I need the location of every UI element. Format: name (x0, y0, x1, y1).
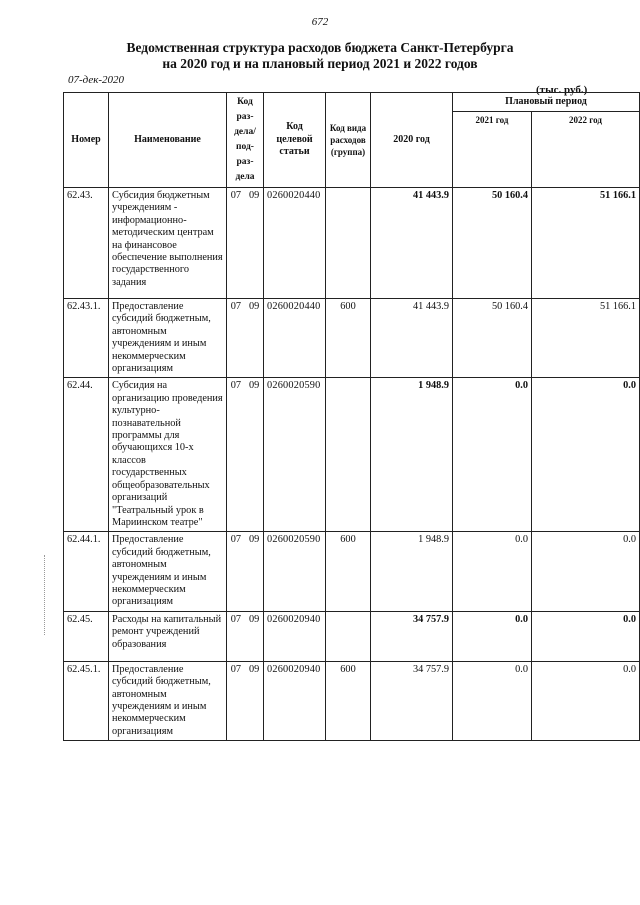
header-section: Код раз-дела/ под-раз-дела (227, 93, 264, 188)
row-2020-amount: 41 443.9 (371, 299, 453, 378)
row-subsection-code: 09 (249, 380, 260, 392)
row-section (227, 661, 264, 740)
row-subsection-code: 09 (249, 613, 260, 625)
budget-table (63, 92, 640, 741)
row-number: 62.44.1. (64, 532, 109, 611)
unit-label: (тыс. руб.) (536, 84, 588, 96)
table-row (64, 611, 640, 661)
row-section-code: 07 (230, 613, 241, 625)
table-row (64, 532, 640, 611)
row-2022-amount: 0.0 (532, 661, 640, 740)
row-section-code: 07 (230, 190, 241, 201)
row-subsection-code: 09 (249, 663, 260, 675)
scan-margin-mark (44, 555, 53, 635)
header-row (64, 93, 640, 112)
row-section (227, 532, 264, 611)
header-2020: 2020 год (371, 93, 453, 188)
table-row (64, 188, 640, 299)
row-number: 62.45.1. (64, 661, 109, 740)
row-2020-amount: 34 757.9 (371, 611, 453, 661)
row-number: 62.43.1. (64, 299, 109, 378)
row-name: Расходы на капитальный ремонт учреждений образования (109, 611, 227, 661)
row-subsection-code: 09 (249, 301, 260, 312)
row-subsection-code: 09 (249, 190, 260, 201)
header-type: Код вида расходов (группа) (326, 93, 371, 188)
row-2021-amount: 50 160.4 (453, 299, 532, 378)
row-target-code: 0260020590 (264, 532, 326, 611)
row-target-code: 0260020440 (264, 299, 326, 378)
row-section (227, 188, 264, 299)
table-row (64, 299, 640, 378)
table-row (64, 378, 640, 532)
row-section-code: 07 (230, 380, 241, 392)
row-target-code: 0260020940 (264, 611, 326, 661)
table-row (64, 661, 640, 740)
header-2022: 2022 год (532, 112, 640, 188)
header-number: Номер (64, 93, 109, 188)
row-expense-type: 600 (326, 299, 371, 378)
row-2020-amount: 1 948.9 (371, 532, 453, 611)
row-section (227, 299, 264, 378)
row-section (227, 611, 264, 661)
row-2022-amount: 51 166.1 (532, 188, 640, 299)
header-plan-period: Плановый период (453, 93, 640, 112)
page-number: 672 (311, 16, 329, 28)
header-name: Наименование (109, 93, 227, 188)
row-name: Субсидия на организацию проведения культурно-познавательной программы для обучающихся 10-х классов государственных общеобразовательных организаций "Театральный урок в Мариинском театре" (109, 378, 227, 532)
row-subsection-code: 09 (249, 534, 260, 546)
title-line-1: Ведомственная структура расходов бюджета Санкт-Петербурга (126, 40, 514, 55)
row-section (227, 378, 264, 532)
row-section-code: 07 (230, 534, 241, 546)
row-section-code: 07 (230, 301, 241, 312)
row-section-code: 07 (230, 663, 241, 675)
title-line-2: на 2020 год и на плановый период 2021 и 2022 годов (162, 56, 478, 71)
row-expense-type (326, 611, 371, 661)
row-2020-amount: 41 443.9 (371, 188, 453, 299)
row-target-code: 0260020940 (264, 661, 326, 740)
document-title (0, 40, 640, 72)
row-name: Предоставление субсидий бюджетным, автономным учреждениям и иным некоммерческим организациям (109, 299, 227, 378)
header-2021: 2021 год (453, 112, 532, 188)
row-number: 62.45. (64, 611, 109, 661)
header-target: Код целевой статьи (264, 93, 326, 188)
row-2021-amount: 0.0 (453, 661, 532, 740)
row-number: 62.44. (64, 378, 109, 532)
row-target-code: 0260020590 (264, 378, 326, 532)
row-expense-type (326, 378, 371, 532)
row-2020-amount: 34 757.9 (371, 661, 453, 740)
row-name: Субсидия бюджетным учреждениям - информационно-методическим центрам на финансовое обеспечение выполнения государственного задания (109, 188, 227, 299)
row-expense-type: 600 (326, 532, 371, 611)
row-2021-amount: 0.0 (453, 532, 532, 611)
row-expense-type (326, 188, 371, 299)
row-2022-amount: 0.0 (532, 378, 640, 532)
row-target-code: 0260020440 (264, 188, 326, 299)
row-2021-amount: 50 160.4 (453, 188, 532, 299)
row-name: Предоставление субсидий бюджетным, автономным учреждениям и иным некоммерческим организациям (109, 532, 227, 611)
row-name: Предоставление субсидий бюджетным, автономным учреждениям и иным некоммерческим организациям (109, 661, 227, 740)
row-2022-amount: 0.0 (532, 611, 640, 661)
row-2022-amount: 51 166.1 (532, 299, 640, 378)
row-expense-type: 600 (326, 661, 371, 740)
row-2022-amount: 0.0 (532, 532, 640, 611)
row-number: 62.43. (64, 188, 109, 299)
report-date: 07-дек-2020 (68, 74, 125, 86)
row-2021-amount: 0.0 (453, 611, 532, 661)
row-2021-amount: 0.0 (453, 378, 532, 532)
row-2020-amount: 1 948.9 (371, 378, 453, 532)
